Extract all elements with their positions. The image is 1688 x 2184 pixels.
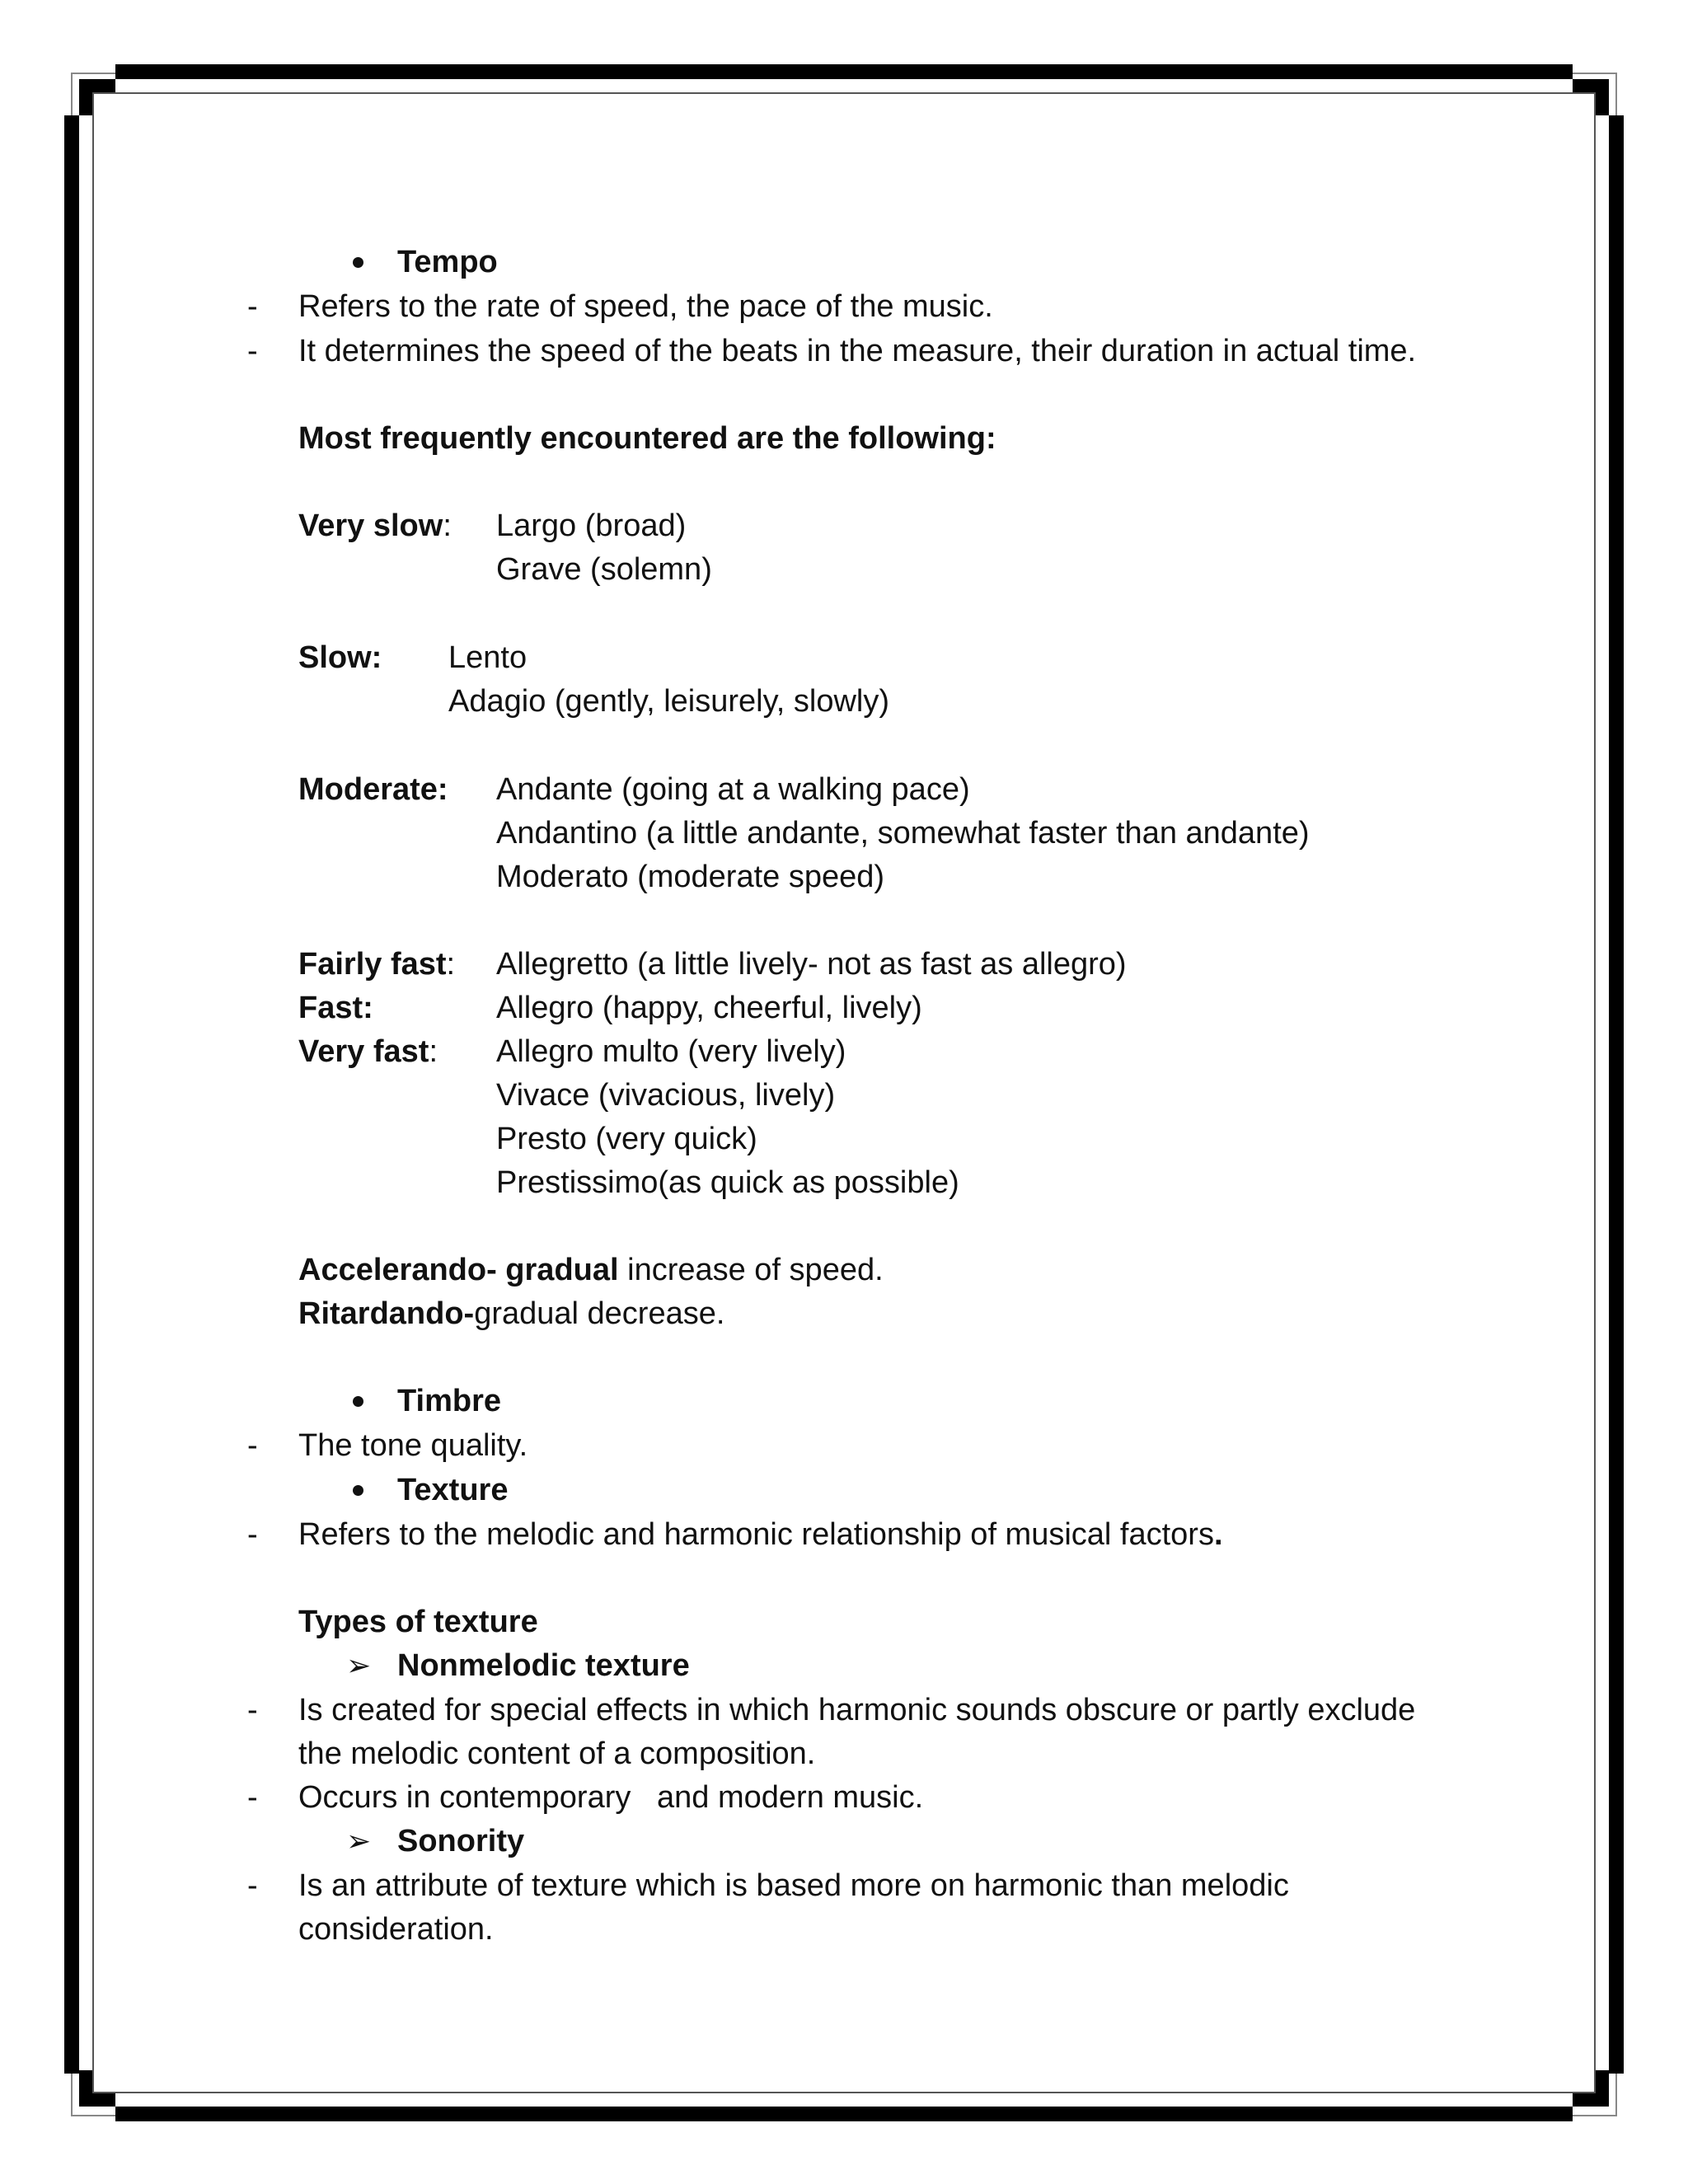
corner-tr-b — [1596, 79, 1609, 115]
fairly-fast-colon: : — [446, 947, 456, 982]
corner-bl-b — [79, 2070, 92, 2107]
very-slow-colon: : — [443, 509, 452, 543]
ritardando-definition: gradual decrease. — [474, 1296, 725, 1331]
ritardando-line — [298, 1295, 724, 1333]
moderate-item: Andantino (a little andante, somewhat faster than andante) — [496, 816, 1310, 851]
timbre-heading: Timbre — [397, 1384, 502, 1418]
fairly-fast-item: Allegretto (a little lively- not as fast as allegro) — [496, 947, 1127, 982]
tempo-point-2: It determines the speed of the beats in the measure, their duration in actual time. — [298, 334, 1417, 368]
bullet-icon — [353, 1396, 363, 1407]
dash-icon: - — [247, 1693, 258, 1727]
corner-br-b — [1596, 2070, 1609, 2107]
tempo-heading: Tempo — [397, 245, 498, 279]
nonmelodic-heading: Nonmelodic texture — [397, 1648, 690, 1683]
very-fast-item: Presto (very quick) — [496, 1122, 757, 1156]
dash-icon: - — [247, 1868, 258, 1903]
bullet-icon — [353, 257, 363, 268]
dash-icon: - — [247, 1780, 258, 1815]
sonority-point: Is an attribute of texture which is based more on harmonic than melodic — [298, 1868, 1289, 1903]
sonority-heading: Sonority — [397, 1824, 525, 1858]
dash-icon: - — [247, 289, 258, 324]
corner-tl-b — [79, 79, 92, 115]
very-fast-colon: : — [429, 1034, 438, 1069]
moderate-item: Moderato (moderate speed) — [496, 860, 885, 894]
accelerando-term: Accelerando- gradual — [298, 1253, 619, 1287]
border-top-bar — [115, 64, 1573, 79]
very-slow-item: Grave (solemn) — [496, 552, 712, 587]
texture-point-1 — [298, 1516, 1223, 1554]
moderate-item: Andante (going at a walking pace) — [496, 772, 970, 807]
nonmelodic-point: Occurs in contemporary and modern music. — [298, 1780, 924, 1815]
bullet-icon — [353, 1485, 363, 1496]
very-slow-label: Very slow — [298, 509, 443, 543]
fairly-fast-label: Fairly fast — [298, 947, 447, 982]
texture-point-period: . — [1213, 1517, 1223, 1552]
very-slow-item: Largo (broad) — [496, 509, 687, 543]
slow-item: Adagio (gently, leisurely, slowly) — [448, 684, 890, 719]
dash-icon: - — [247, 1517, 258, 1552]
very-fast-label: Very fast — [298, 1034, 429, 1069]
arrow-bullet-icon: ➢ — [346, 1824, 372, 1858]
very-slow-label-row — [298, 507, 452, 545]
nonmelodic-point-continued: the melodic content of a composition. — [298, 1736, 816, 1771]
accelerando-line — [298, 1251, 884, 1289]
nonmelodic-point: Is created for special effects in which harmonic sounds obscure or partly exclude — [298, 1693, 1416, 1727]
slow-label: Slow: — [298, 640, 382, 675]
border-left-bar — [64, 115, 79, 2074]
ritardando-term: Ritardando- — [298, 1296, 475, 1331]
dash-icon: - — [247, 334, 258, 368]
tempo-point-1: Refers to the rate of speed, the pace of the music. — [298, 289, 993, 324]
very-fast-item: Prestissimo(as quick as possible) — [496, 1165, 959, 1200]
very-fast-label-row — [298, 1033, 438, 1071]
fairly-fast-label-row — [298, 945, 455, 983]
dash-icon: - — [247, 1428, 258, 1463]
moderate-label: Moderate: — [298, 772, 448, 807]
types-of-texture-heading: Types of texture — [298, 1605, 538, 1639]
tempo-subheading: Most frequently encountered are the following: — [298, 421, 996, 456]
slow-item: Lento — [448, 640, 528, 675]
very-fast-item: Vivace (vivacious, lively) — [496, 1078, 836, 1113]
timbre-point-1: The tone quality. — [298, 1428, 528, 1463]
accelerando-definition: increase of speed. — [618, 1253, 884, 1287]
border-bottom-bar — [115, 2107, 1573, 2121]
arrow-bullet-icon: ➢ — [346, 1648, 372, 1682]
texture-heading: Texture — [397, 1473, 509, 1507]
very-fast-item: Allegro multo (very lively) — [496, 1034, 846, 1069]
sonority-point-continued: consideration. — [298, 1912, 494, 1947]
fast-label: Fast: — [298, 991, 373, 1025]
fast-item: Allegro (happy, cheerful, lively) — [496, 991, 922, 1025]
texture-point-text: Refers to the melodic and harmonic relationship of musical factors — [298, 1517, 1214, 1552]
border-right-bar — [1609, 115, 1624, 2074]
